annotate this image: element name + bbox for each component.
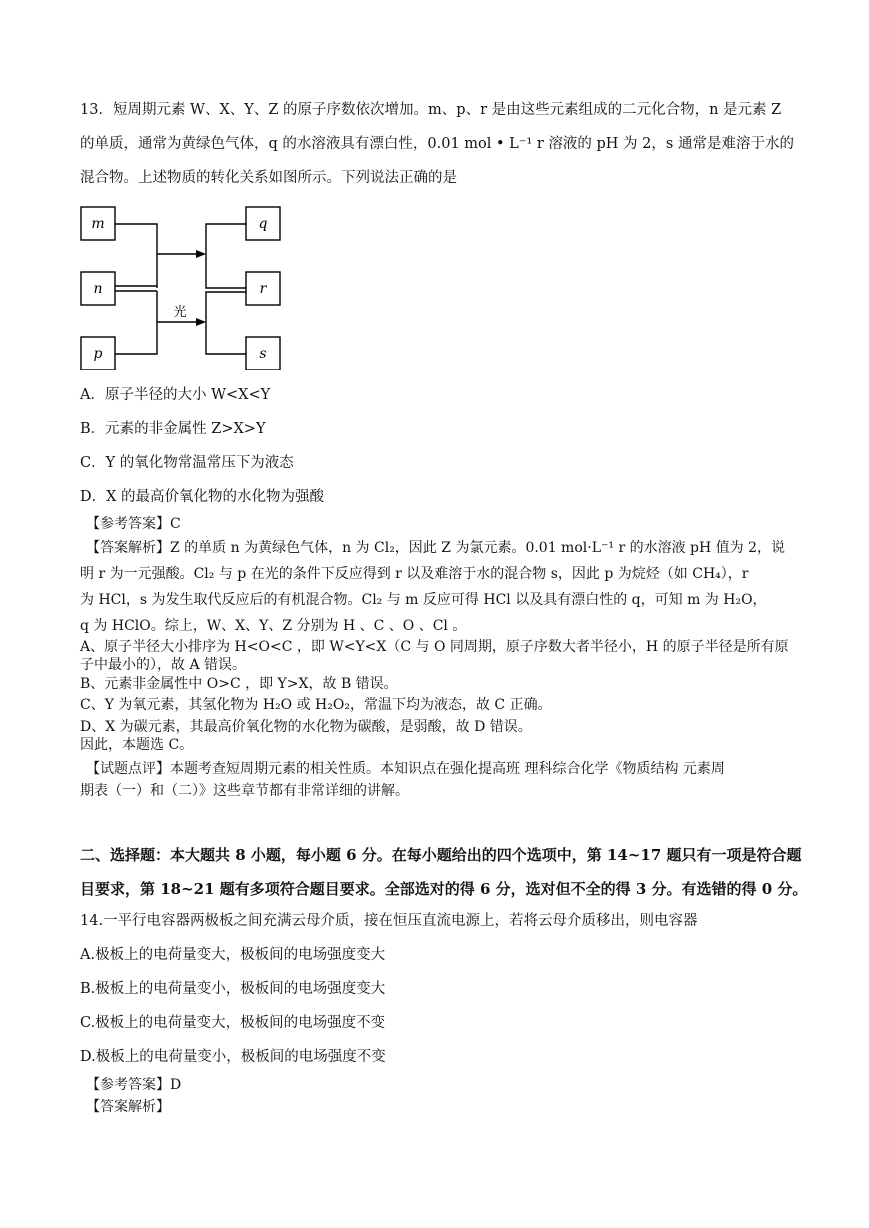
label-light: 光: [173, 305, 187, 320]
q13-analysis-line-2: 明 r 为一元强酸。Cl₂ 与 p 在光的条件下反应得到 r 以及难溶于水的混合物 s，因此 p 为烷烃（如 CH₄），r: [80, 566, 749, 582]
q13-analysis-line-6: 子中最小的），故 A 错误。: [80, 657, 247, 673]
q13-analysis-line-8: C、Y 为氧元素，其氢化物为 H₂O 或 H₂O₂，常温下均为液态，故 C 正确。: [80, 697, 552, 713]
q13-comment-line-1: 【试题点评】本题考查短周期元素的相关性质。本知识点在强化提高班 理科综合化学《物质结构 元素周: [86, 761, 725, 777]
q13-stem-line-1: 13．短周期元素 W、X、Y、Z 的原子序数依次增加。m、p、r 是由这些元素组成的二元化合物，n 是元素 Z: [80, 102, 782, 118]
q13-option-a: A．原子半径的大小 W<X<Y: [80, 387, 271, 403]
q13-stem-line-3: 混合物。上述物质的转化关系如图所示。下列说法正确的是: [80, 170, 457, 186]
q13-option-b: B．元素的非金属性 Z>X>Y: [80, 421, 266, 437]
label-p: p: [93, 346, 103, 362]
q13-stem-line-2: 的单质，通常为黄绿色气体，q 的水溶液具有漂白性，0.01 mol • L⁻¹ r 溶液的 pH 为 2，s 通常是难溶于水的: [80, 136, 794, 152]
q13-analysis-line-10: 因此，本题选 C。: [80, 737, 194, 753]
q13-analysis-line-1: 【答案解析】Z 的单质 n 为黄绿色气体，n 为 Cl₂，因此 Z 为氯元素。0.01 mol·L⁻¹ r 的水溶液 pH 值为 2，说: [86, 540, 786, 556]
q14-option-d: D.极板上的电荷量变小，极板间的电场强度不变: [80, 1049, 386, 1065]
q13-analysis-line-7: B、元素非金属性中 O>C ，即 Y>X，故 B 错误。: [80, 676, 398, 692]
label-q: q: [258, 216, 268, 232]
section-2-heading-line-1: 二、选择题：本大题共 8 小题，每小题 6 分。在每小题给出的四个选项中，第 14~17 题只有一项是符合题: [80, 846, 802, 864]
q13-analysis-line-3: 为 HCl，s 为发生取代反应后的有机混合物。Cl₂ 与 m 反应可得 HCl 以及具有漂白性的 q，可知 m 为 H₂O，: [80, 592, 767, 608]
q14-answer: 【参考答案】D: [86, 1077, 182, 1093]
q13-answer: 【参考答案】C: [86, 516, 181, 532]
q13-comment-line-2: 期表（一）和（二）》这些章节都有非常详细的讲解。: [80, 783, 409, 799]
q14-option-b: B.极板上的电荷量变小，极板间的电场强度变大: [80, 981, 386, 997]
q13-analysis-line-5: A、原子半径大小排序为 H<O<C ，即 W<Y<X（C 与 O 同周期，原子序数大者半径小，H 的原子半径是所有原: [80, 639, 789, 655]
section-2-heading-line-2: 目要求，第 18~21 题有多项符合题目要求。全部选对的得 6 分，选对但不全的得 3 分。有选错的得 0 分。: [80, 880, 808, 898]
q13-analysis-line-4: q 为 HClO。综上，W、X、Y、Z 分别为 H 、C 、O 、Cl 。: [80, 618, 467, 634]
label-r: r: [259, 281, 267, 297]
reaction-diagram: [80, 204, 290, 370]
q14-analysis-label: 【答案解析】: [86, 1099, 170, 1115]
q13-option-c: C．Y 的氧化物常温常压下为液态: [80, 455, 294, 471]
q14-option-c: C.极板上的电荷量变大，极板间的电场强度不变: [80, 1015, 386, 1031]
label-n: n: [93, 281, 103, 297]
q14-option-a: A.极板上的电荷量变大，极板间的电场强度变大: [80, 947, 386, 963]
q13-analysis-line-9: D、X 为碳元素，其最高价氧化物的水化物为碳酸，是弱酸，故 D 错误。: [80, 719, 532, 735]
q13-option-d: D．X 的最高价氧化物的水化物为强酸: [80, 489, 325, 505]
label-s: s: [259, 346, 267, 362]
q14-stem: 14.一平行电容器两极板之间充满云母介质，接在恒压直流电源上，若将云母介质移出，则电容器: [80, 913, 698, 929]
label-m: m: [91, 216, 105, 232]
